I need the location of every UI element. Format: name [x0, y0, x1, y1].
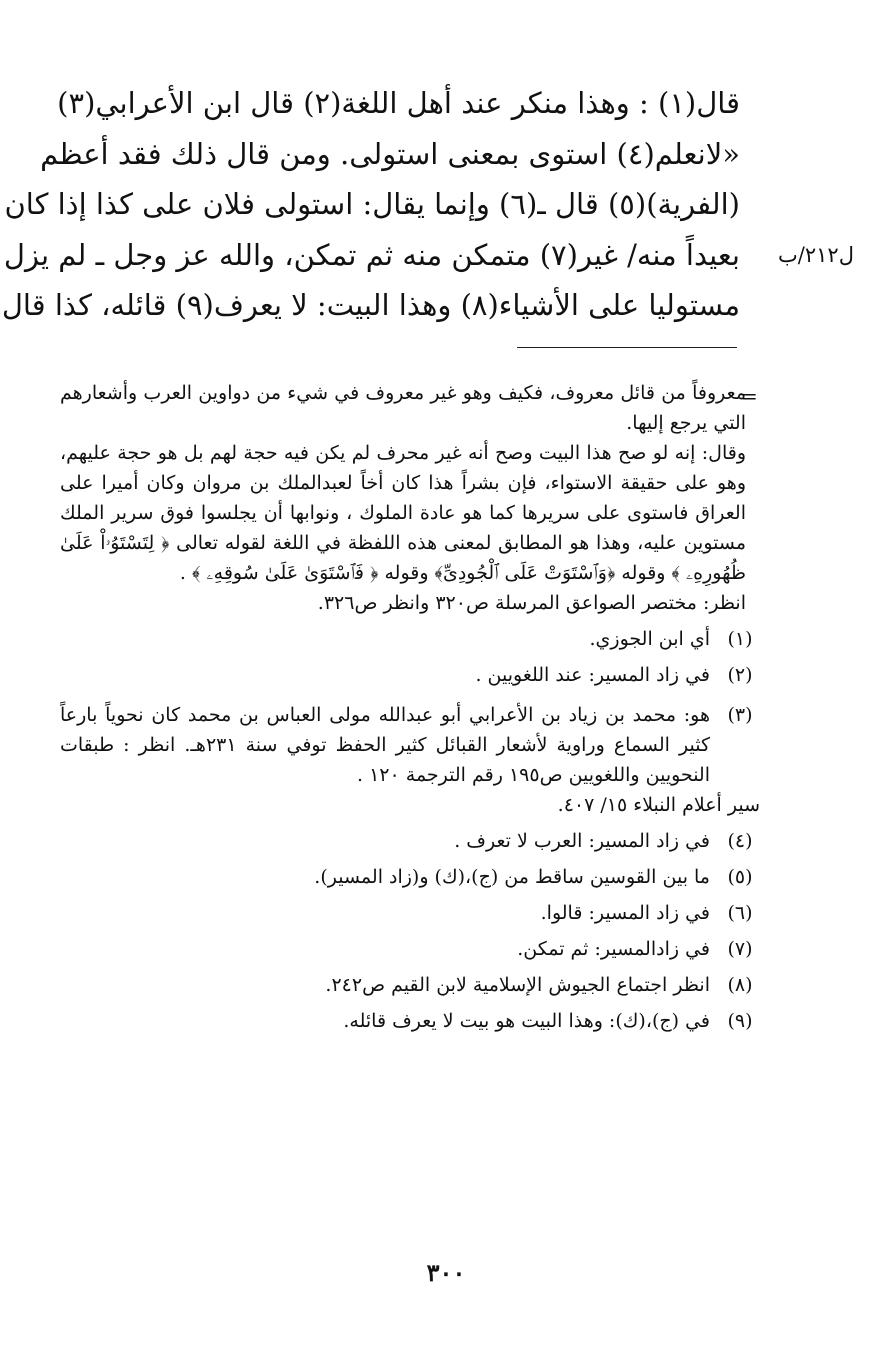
main-text-line: «لانعلم(٤) استوى بمعنى استولى. ومن قال ذلك فقد أعظم	[40, 136, 740, 171]
footnote-text: انظر اجتماع الجيوش الإسلامية لابن القيم ص٢٤٢.	[325, 974, 710, 996]
main-text	[1, 78, 740, 331]
footnote-text-extra: سير أعلام النبلاء ١٥/ ٤٠٧.	[557, 794, 760, 816]
footnote-number: (٧)	[727, 938, 753, 960]
footnote-item	[60, 700, 760, 790]
footnote-item	[60, 660, 760, 690]
footnote-item	[60, 970, 760, 1000]
footnote-text: ما بين القوسين ساقط من (ج)،(ك) و(زاد المسير).	[314, 866, 710, 888]
main-text-line: قال(١) : وهذا منكر عند أهل اللغة(٢) قال ابن الأعرابي(٣)	[57, 86, 740, 120]
footnote-text: في زاد المسير: عند اللغويين .	[475, 664, 710, 686]
main-text-line: (الفرية)(٥) قال ـ(٦) وإنما يقال: استولى فلان على كذا إذا كان	[4, 187, 740, 221]
footnote-item	[60, 1006, 760, 1036]
footnote-continuation-paragraph: وقال: إنه لو صح هذا البيت وصح أنه غير محرف لم يكن فيه حجة لهم بل هو حجة عليهم، وهو على حقيقة الاستواء، فإن بشراً هذا كان أخاً لعبدالملك بن مروان وكان أميرا على العراق فاستوى على سريرها كما هو عادة الملوك ، ونوابها أن يجلسوا فوق سرير الملك مستوين عليه، وهذا هو المطابق لمعنى هذه اللفظة في اللغة لقوله تعالى ﴿ لِتَسْتَوُۥاْ عَلَىٰ ظُهُورِهِۦ ﴾ وقوله ﴿وَٱسْتَوَتْ عَلَى ٱلْجُودِىِّ﴾ وقوله ﴿ فَٱسْتَوَىٰ عَلَىٰ سُوقِهِۦ ﴾ .	[60, 442, 746, 584]
footnote-text: في (ج)،(ك): وهذا البيت هو بيت لا يعرف قائله.	[343, 1010, 710, 1032]
footnote-number: (١)	[727, 628, 753, 650]
footnote-number: (٩)	[727, 1010, 753, 1032]
footnote-number: (٨)	[727, 974, 753, 996]
footnote-continuation-mark: =	[741, 384, 758, 408]
page-number: ٣٠٠	[426, 1258, 466, 1287]
footnote-number: (٣)	[727, 704, 753, 726]
main-text-line: مستوليا على الأشياء(٨) وهذا البيت: لا يعرف(٩) قائله، كذا قال	[1, 288, 740, 322]
footnote-text: أي ابن الجوزي.	[589, 628, 710, 650]
footnote-item	[60, 826, 760, 856]
footnote-number: (٤)	[727, 830, 753, 852]
footnote-number: (٢)	[727, 664, 753, 686]
footnote-item	[60, 862, 760, 892]
footnote-text: في زادالمسير: ثم تمكن.	[517, 938, 710, 960]
footnote-number: (٦)	[727, 902, 753, 924]
footnote-item	[60, 934, 760, 964]
manuscript-folio-reference: ل٢١٢/ب	[778, 243, 854, 267]
footnote-text: في زاد المسير: العرب لا تعرف .	[454, 830, 710, 852]
footnote-text: هو: محمد بن زياد بن الأعرابي أبو عبدالله مولى العباس بن محمد كان نحوياً بارعاً كثير السماع وراوية لأشعار القبائل كثير الحفظ توفي سنة ٢٣١هـ. انظر : طبقات النحويين واللغويين ص١٩٥ رقم الترجمة ١٢٠ .	[60, 704, 710, 786]
footnote-continuation-paragraph: انظر: مختصر الصواعق المرسلة ص٣٢٠ وانظر ص٣٢٦.	[317, 592, 746, 614]
footnote-number: (٥)	[727, 866, 753, 888]
footnote-separator	[517, 347, 737, 348]
main-text-line: بعيداً منه/ غير(٧) متمكن منه ثم تمكن، والله عز وجل ـ لم يزل	[3, 237, 740, 272]
footnote-text: في زاد المسير: قالوا.	[540, 902, 710, 924]
footnote-item	[60, 898, 760, 928]
footnote-continuation-paragraph: معروفاً من قائل معروف، فكيف وهو غير معروف في شيء من دواوين العرب وأشعارهم التي يرجع إليها.	[60, 382, 746, 434]
footnote-item	[60, 624, 760, 654]
footnotes	[60, 378, 760, 1036]
